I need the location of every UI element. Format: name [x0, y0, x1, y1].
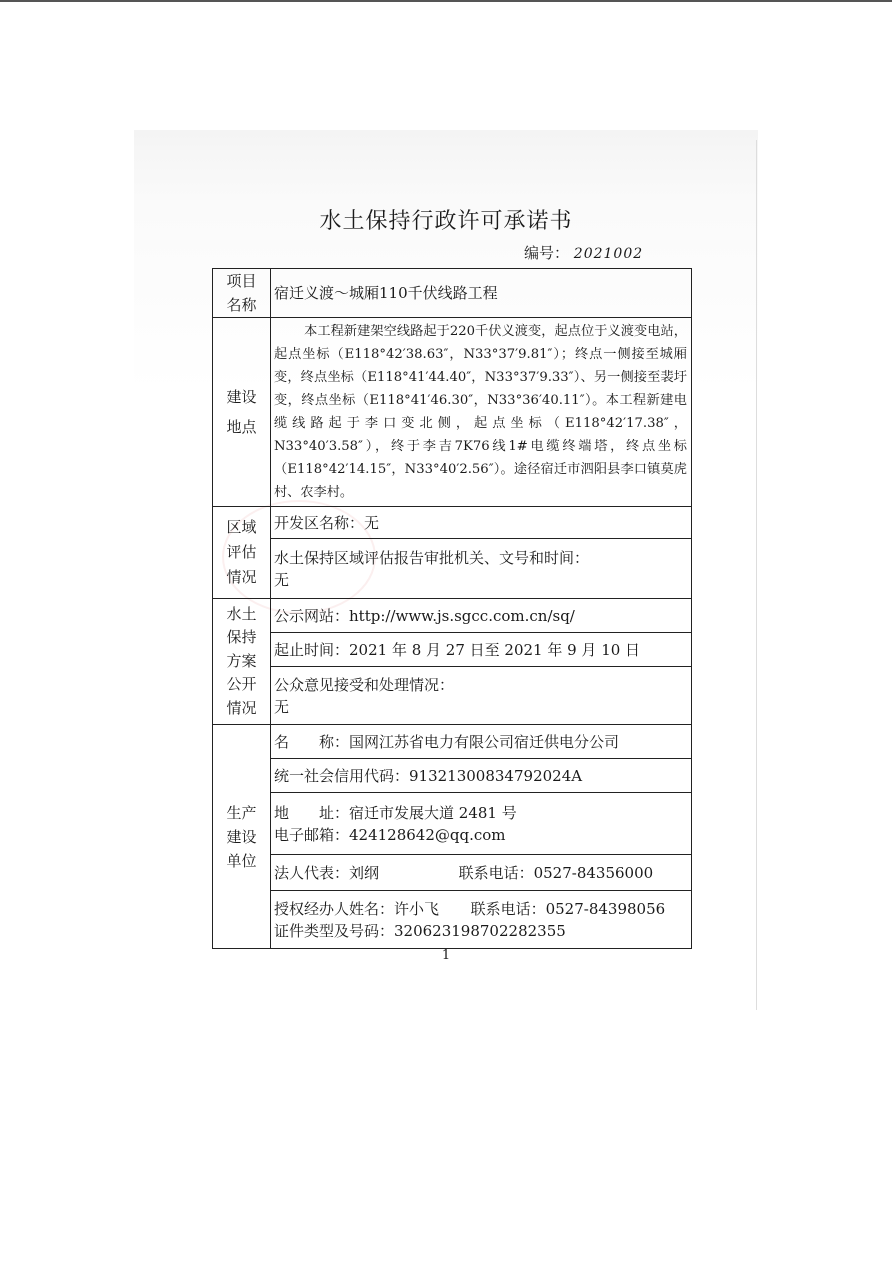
public-opinion-value: 无 — [274, 697, 290, 716]
regional-row-2 — [213, 539, 692, 599]
regional-row-1 — [213, 507, 692, 539]
disclosure-period: 起止时间：2021 年 8 月 27 日至 2021 年 9 月 10 日 — [271, 633, 692, 667]
regional-label: 区域评估情况 — [213, 507, 271, 599]
public-opinion-label: 公众意见接受和处理情况： — [274, 675, 455, 694]
page-number: 1 — [441, 948, 451, 963]
unit-legal — [271, 855, 692, 891]
disclosure-row-1 — [213, 599, 692, 633]
unit-row-1 — [213, 725, 692, 759]
project-name-label: 项目名称 — [213, 269, 271, 318]
number-value: 2021002 — [573, 246, 644, 262]
project-name-value: 宿迁义渡～城厢110千伏线路工程 — [271, 269, 692, 318]
legal-representative: 法人代表：刘纲 — [274, 863, 380, 882]
scan-edge-line — [756, 140, 757, 1010]
disclosure-label: 水土保持方案公开情况 — [213, 599, 271, 725]
unit-email: 电子邮箱：424128642@qq.com — [274, 825, 506, 844]
disclosure-website: 公示网站：http://www.js.sgcc.com.cn/sq/ — [271, 599, 692, 633]
location-value: 本工程新建架空线路起于220千伏义渡变，起点位于义渡变电站，起点坐标（E118°42′38.63″，N33°37′9.81″）；终点一侧接至城厢变，终点坐标（E118°41′44.40″，N33°37′9.33″）、另一侧接至裴圩变，终点坐标（E118°41′46.30″，N33°36′40.11″）。本工程新建电缆线路起于李口变北侧，起点坐标（E118°42′17.38″，N33°40′3.58″），终于李吉7K76线1#电缆终端塔，终点坐标（E118°42′14.15″，N33°40′2.56″）。途径宿迁市泗阳县李口镇莫虎村、农李村。 — [271, 318, 692, 507]
regional-report — [271, 539, 692, 599]
unit-row-3 — [213, 793, 692, 855]
agent-name: 授权经办人姓名：许小飞 — [274, 899, 440, 918]
zone-name: 开发区名称：无 — [271, 507, 692, 539]
unit-agent — [271, 891, 692, 949]
agent-phone: 联系电话：0527-84398056 — [470, 899, 666, 918]
number-label: 编号： — [524, 244, 570, 262]
unit-credit-code: 统一社会信用代码：91321300834792024A — [271, 759, 692, 793]
location-label: 建设地点 — [213, 318, 271, 507]
unit-row-2 — [213, 759, 692, 793]
scan-top-border — [0, 0, 892, 2]
unit-row-5 — [213, 891, 692, 949]
agent-id: 证件类型及号码：320623198702282355 — [274, 921, 566, 940]
document-number — [524, 242, 643, 263]
project-row — [213, 269, 692, 318]
public-opinion — [271, 667, 692, 725]
regional-report-label: 水土保持区域评估报告审批机关、文号和时间： — [274, 548, 590, 567]
commitment-form-table — [212, 268, 692, 949]
legal-phone: 联系电话：0527-84356000 — [458, 863, 654, 882]
unit-address-email — [271, 793, 692, 855]
unit-address: 地 址：宿迁市发展大道 2481 号 — [274, 803, 517, 822]
unit-name: 名 称：国网江苏省电力有限公司宿迁供电分公司 — [271, 725, 692, 759]
disclosure-row-3 — [213, 667, 692, 725]
document-title: 水土保持行政许可承诺书 — [319, 209, 573, 234]
location-row — [213, 318, 692, 507]
regional-report-value: 无 — [274, 570, 290, 589]
unit-label: 生产建设单位 — [213, 725, 271, 949]
disclosure-row-2 — [213, 633, 692, 667]
unit-row-4 — [213, 855, 692, 891]
